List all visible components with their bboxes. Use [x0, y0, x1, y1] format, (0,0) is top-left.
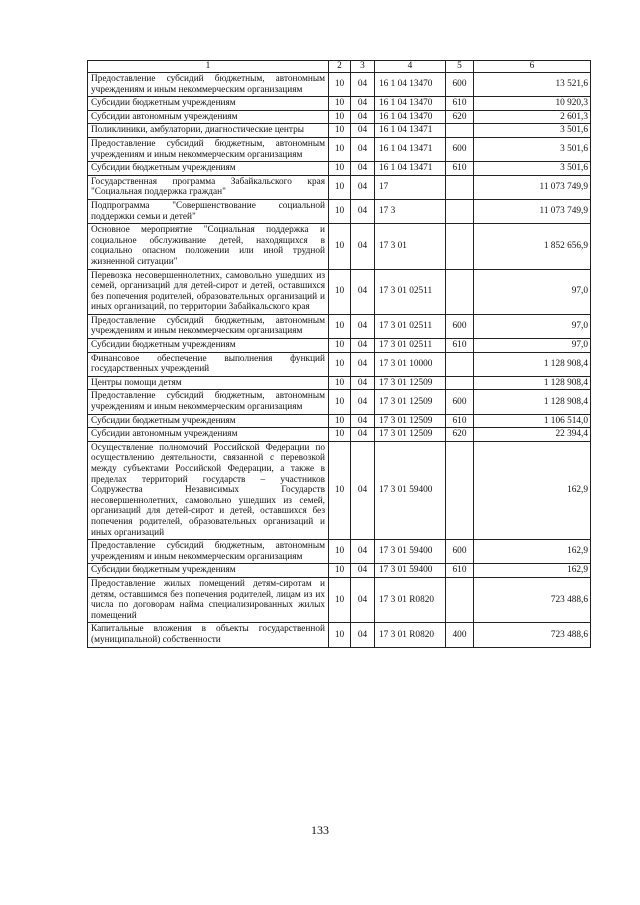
row-name: Государственная программа Забайкальского края "Социальная поддержка граждан" — [88, 175, 329, 199]
row-subsection: 04 — [351, 162, 375, 176]
row-expense-type — [446, 441, 474, 539]
table-row — [88, 428, 591, 442]
row-section: 10 — [329, 623, 351, 647]
row-name: Предоставление субсидий бюджетным, автономным учреждениям и иным некоммерческим организациям — [88, 137, 329, 161]
row-name: Финансовое обеспечение выполнения функций государственных учреждений — [88, 352, 329, 376]
row-subsection: 04 — [351, 110, 375, 124]
table-row — [88, 414, 591, 428]
table-row — [88, 376, 591, 390]
row-target-article: 17 3 01 12509 — [375, 428, 446, 442]
row-amount: 11 073 749,9 — [474, 199, 591, 223]
row-name: Субсидии бюджетным учреждениям — [88, 564, 329, 578]
row-expense-type: 600 — [446, 73, 474, 97]
row-amount: 723 488,6 — [474, 623, 591, 647]
row-expense-type: 610 — [446, 564, 474, 578]
row-expense-type: 600 — [446, 137, 474, 161]
row-name: Субсидии бюджетным учреждениям — [88, 97, 329, 111]
row-name: Основное мероприятие "Социальная поддержка и социальное обслуживание детей, находящихся в социально опасном положении или иной трудной жизненной ситуации" — [88, 224, 329, 269]
row-subsection: 04 — [351, 376, 375, 390]
table-row — [88, 110, 591, 124]
row-name: Субсидии бюджетным учреждениям — [88, 339, 329, 353]
row-target-article: 17 3 01 R0820 — [375, 577, 446, 622]
budget-table — [87, 60, 591, 648]
col-header-subsection: 3 — [351, 61, 375, 73]
row-section: 10 — [329, 577, 351, 622]
row-section: 10 — [329, 314, 351, 338]
row-amount: 1 852 656,9 — [474, 224, 591, 269]
page-number: 133 — [311, 823, 329, 837]
row-amount: 22 394,4 — [474, 428, 591, 442]
row-subsection: 04 — [351, 564, 375, 578]
row-section: 10 — [329, 175, 351, 199]
row-target-article: 17 3 01 59400 — [375, 441, 446, 539]
row-name: Подпрограмма "Совершенствование социальной поддержки семьи и детей" — [88, 199, 329, 223]
row-target-article: 16 1 04 13470 — [375, 73, 446, 97]
row-target-article: 17 3 01 02511 — [375, 314, 446, 338]
row-name: Субсидии бюджетным учреждениям — [88, 414, 329, 428]
row-expense-type — [446, 124, 474, 138]
row-expense-type: 600 — [446, 390, 474, 414]
row-subsection: 04 — [351, 224, 375, 269]
row-name: Капитальные вложения в объекты государственной (муниципальной) собственности — [88, 623, 329, 647]
row-target-article: 17 3 — [375, 199, 446, 223]
row-amount: 3 501,6 — [474, 124, 591, 138]
row-name: Субсидии автономным учреждениям — [88, 428, 329, 442]
row-expense-type — [446, 577, 474, 622]
row-expense-type: 600 — [446, 540, 474, 564]
row-expense-type — [446, 224, 474, 269]
row-expense-type: 610 — [446, 339, 474, 353]
row-expense-type: 400 — [446, 623, 474, 647]
row-amount: 97,0 — [474, 269, 591, 314]
row-subsection: 04 — [351, 314, 375, 338]
row-expense-type — [446, 175, 474, 199]
row-amount: 3 501,6 — [474, 137, 591, 161]
row-amount: 723 488,6 — [474, 577, 591, 622]
row-subsection: 04 — [351, 124, 375, 138]
row-subsection: 04 — [351, 175, 375, 199]
row-amount: 97,0 — [474, 314, 591, 338]
row-section: 10 — [329, 414, 351, 428]
row-amount: 1 128 908,4 — [474, 376, 591, 390]
table-row — [88, 352, 591, 376]
table-row — [88, 314, 591, 338]
row-amount: 11 073 749,9 — [474, 175, 591, 199]
row-name: Предоставление субсидий бюджетным, автономным учреждениям и иным некоммерческим организациям — [88, 314, 329, 338]
row-expense-type: 620 — [446, 428, 474, 442]
table-row — [88, 441, 591, 539]
row-section: 10 — [329, 124, 351, 138]
row-subsection: 04 — [351, 390, 375, 414]
row-amount: 2 601,3 — [474, 110, 591, 124]
table-row — [88, 124, 591, 138]
table-row — [88, 623, 591, 647]
row-subsection: 04 — [351, 441, 375, 539]
row-expense-type: 610 — [446, 97, 474, 111]
row-amount: 97,0 — [474, 339, 591, 353]
table-row — [88, 339, 591, 353]
row-section: 10 — [329, 540, 351, 564]
row-section: 10 — [329, 441, 351, 539]
row-subsection: 04 — [351, 352, 375, 376]
row-amount: 1 128 908,4 — [474, 352, 591, 376]
table-row — [88, 175, 591, 199]
row-target-article: 16 1 04 13471 — [375, 124, 446, 138]
table-row — [88, 577, 591, 622]
header-row — [88, 61, 591, 73]
row-name: Центры помощи детям — [88, 376, 329, 390]
row-target-article: 16 1 04 13470 — [375, 110, 446, 124]
row-subsection: 04 — [351, 540, 375, 564]
row-name: Субсидии автономным учреждениям — [88, 110, 329, 124]
table-row — [88, 162, 591, 176]
row-target-article: 17 3 01 R0820 — [375, 623, 446, 647]
table-row — [88, 73, 591, 97]
row-amount: 10 920,3 — [474, 97, 591, 111]
row-section: 10 — [329, 376, 351, 390]
row-name: Осуществление полномочий Российской Федерации по осуществлению деятельности, связанной с перевозкой между субъектами Российской Федерации, а также в пределах территорий государств – участников Содружества Независимых Государств несовершеннолетних, самовольно ушедших из семей, организаций для детей-сирот и детей, оставшихся без попечения родителей, образовательных организаций и иных организаций — [88, 441, 329, 539]
row-section: 10 — [329, 428, 351, 442]
table-body — [88, 73, 591, 648]
table-row — [88, 137, 591, 161]
row-section: 10 — [329, 97, 351, 111]
row-amount: 162,9 — [474, 441, 591, 539]
row-section: 10 — [329, 564, 351, 578]
row-subsection: 04 — [351, 623, 375, 647]
col-header-expense-type: 5 — [446, 61, 474, 73]
row-expense-type: 600 — [446, 314, 474, 338]
row-section: 10 — [329, 352, 351, 376]
row-name: Субсидии бюджетным учреждениям — [88, 162, 329, 176]
table-row — [88, 390, 591, 414]
row-amount: 1 128 908,4 — [474, 390, 591, 414]
row-subsection: 04 — [351, 269, 375, 314]
row-section: 10 — [329, 73, 351, 97]
row-section: 10 — [329, 269, 351, 314]
row-subsection: 04 — [351, 73, 375, 97]
row-name: Поликлиники, амбулатории, диагностические центры — [88, 124, 329, 138]
row-target-article: 17 3 01 — [375, 224, 446, 269]
row-name: Перевозка несовершеннолетних, самовольно ушедших из семей, организаций для детей-сирот и детей, оставшихся без попечения родителей, образовательных организаций и иных организаций, по территории Забайкальского края — [88, 269, 329, 314]
table-row — [88, 199, 591, 223]
row-target-article: 16 1 04 13471 — [375, 137, 446, 161]
row-amount: 13 521,6 — [474, 73, 591, 97]
row-target-article: 17 3 01 59400 — [375, 564, 446, 578]
row-expense-type — [446, 376, 474, 390]
row-name: Предоставление субсидий бюджетным, автономным учреждениям и иным некоммерческим организациям — [88, 73, 329, 97]
row-expense-type: 610 — [446, 414, 474, 428]
row-section: 10 — [329, 137, 351, 161]
row-subsection: 04 — [351, 137, 375, 161]
table-row — [88, 540, 591, 564]
col-header-amount: 6 — [474, 61, 591, 73]
row-amount: 162,9 — [474, 564, 591, 578]
table-row — [88, 97, 591, 111]
row-subsection: 04 — [351, 339, 375, 353]
row-expense-type — [446, 269, 474, 314]
row-subsection: 04 — [351, 428, 375, 442]
row-target-article: 17 3 01 02511 — [375, 339, 446, 353]
row-section: 10 — [329, 199, 351, 223]
row-amount: 162,9 — [474, 540, 591, 564]
row-target-article: 17 — [375, 175, 446, 199]
row-section: 10 — [329, 162, 351, 176]
row-target-article: 17 3 01 02511 — [375, 269, 446, 314]
row-section: 10 — [329, 224, 351, 269]
row-target-article: 17 3 01 12509 — [375, 376, 446, 390]
row-target-article: 16 1 04 13470 — [375, 97, 446, 111]
row-section: 10 — [329, 390, 351, 414]
table-row — [88, 269, 591, 314]
col-header-target-article: 4 — [375, 61, 446, 73]
row-target-article: 16 1 04 13471 — [375, 162, 446, 176]
row-target-article: 17 3 01 59400 — [375, 540, 446, 564]
row-name: Предоставление субсидий бюджетным, автономным учреждениям и иным некоммерческим организациям — [88, 390, 329, 414]
col-header-section: 2 — [329, 61, 351, 73]
row-subsection: 04 — [351, 577, 375, 622]
row-name: Предоставление субсидий бюджетным, автономным учреждениям и иным некоммерческим организациям — [88, 540, 329, 564]
row-amount: 3 501,6 — [474, 162, 591, 176]
row-target-article: 17 3 01 12509 — [375, 390, 446, 414]
row-subsection: 04 — [351, 199, 375, 223]
row-expense-type — [446, 199, 474, 223]
row-expense-type: 620 — [446, 110, 474, 124]
row-subsection: 04 — [351, 97, 375, 111]
row-subsection: 04 — [351, 414, 375, 428]
row-section: 10 — [329, 339, 351, 353]
row-expense-type: 610 — [446, 162, 474, 176]
col-header-name: 1 — [88, 61, 329, 73]
row-target-article: 17 3 01 12509 — [375, 414, 446, 428]
row-expense-type — [446, 352, 474, 376]
table-row — [88, 564, 591, 578]
row-name: Предоставление жилых помещений детям-сиротам и детям, оставшимся без попечения родителей, лицам из их числа по договорам найма специализированных жилых помещений — [88, 577, 329, 622]
row-amount: 1 106 514,0 — [474, 414, 591, 428]
row-section: 10 — [329, 110, 351, 124]
row-target-article: 17 3 01 10000 — [375, 352, 446, 376]
table-row — [88, 224, 591, 269]
